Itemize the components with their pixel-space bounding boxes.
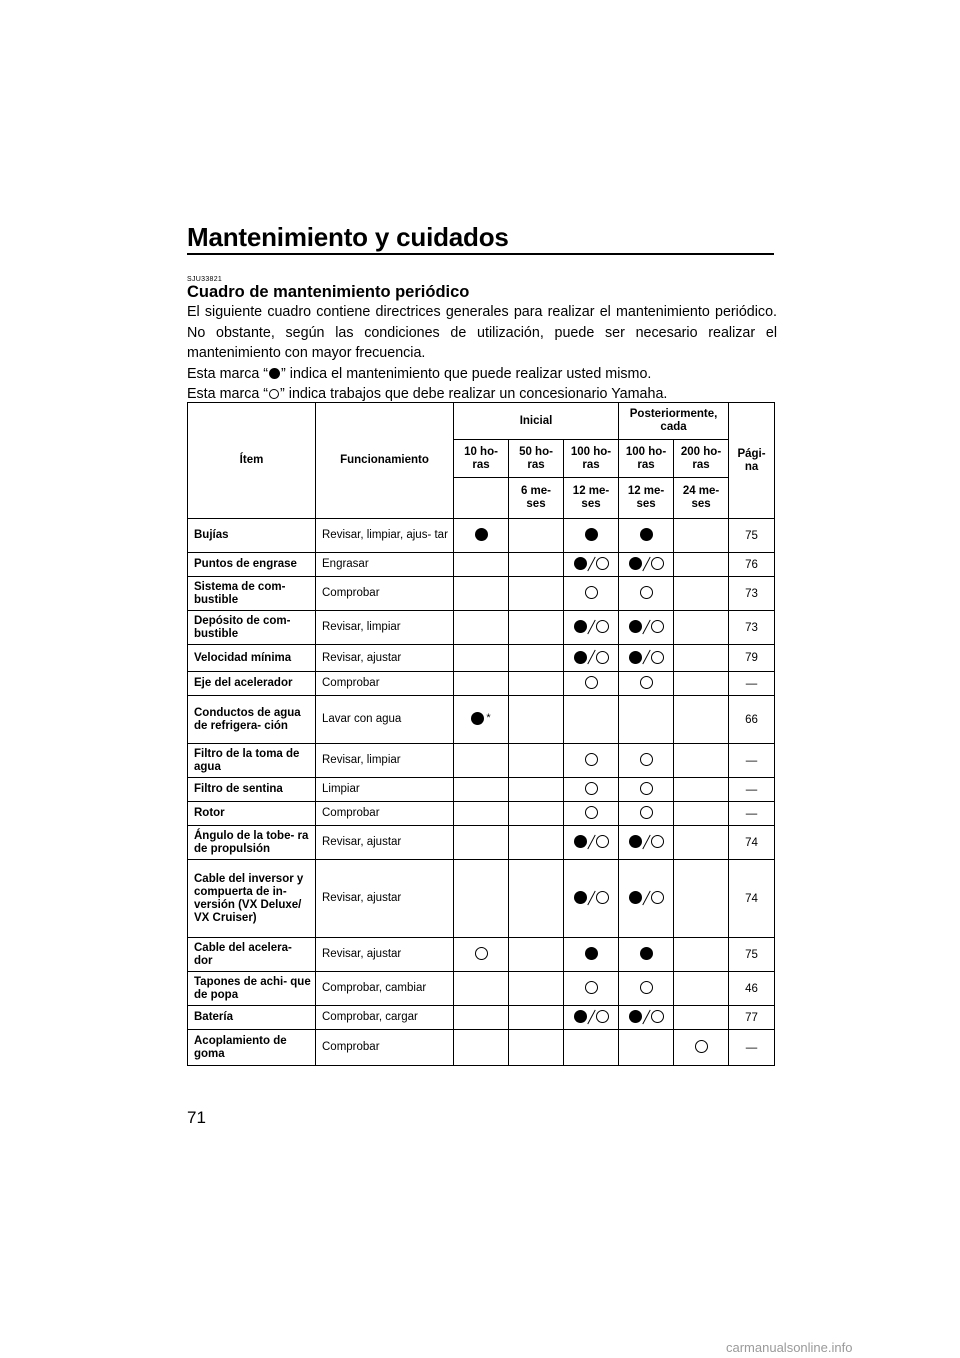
page-number: 71	[187, 1108, 206, 1127]
row-operation: Revisar, limpiar	[316, 744, 454, 778]
interval-cell	[674, 778, 729, 802]
row-page: 75	[729, 938, 775, 972]
interval-cell	[454, 802, 509, 826]
filled-circle-icon	[574, 557, 587, 570]
mark-symbol	[585, 947, 598, 960]
interval-cell	[454, 860, 509, 938]
row-page: 74	[729, 860, 775, 938]
row-page: 75	[729, 519, 775, 553]
filled-circle-icon	[629, 835, 642, 848]
row-item: Cable del inversor y compuerta de in- versión (VX Deluxe/ VX Cruiser)	[188, 860, 316, 938]
interval-cell	[674, 611, 729, 645]
interval-cell	[454, 972, 509, 1006]
interval-cell	[564, 826, 619, 860]
open-circle-icon	[585, 806, 598, 819]
open-circle-icon	[651, 620, 664, 633]
open-circle-icon	[651, 891, 664, 904]
header-months: 12 me- ses	[564, 478, 619, 519]
filled-circle-icon	[629, 557, 642, 570]
row-item: Filtro de la toma de agua	[188, 744, 316, 778]
table-row	[188, 611, 775, 645]
interval-cell	[509, 519, 564, 553]
row-item: Bujías	[188, 519, 316, 553]
mark-symbol	[629, 649, 664, 665]
row-item: Puntos de engrase	[188, 553, 316, 577]
row-operation: Comprobar	[316, 672, 454, 696]
open-circle-icon	[651, 835, 664, 848]
filled-circle-icon	[640, 947, 653, 960]
interval-cell	[674, 577, 729, 611]
row-operation: Revisar, ajustar	[316, 826, 454, 860]
mark-symbol	[640, 981, 653, 994]
mark-symbol	[574, 890, 609, 906]
row-operation: Comprobar, cargar	[316, 1006, 454, 1030]
interval-cell	[674, 553, 729, 577]
interval-cell	[509, 938, 564, 972]
filled-circle-icon	[574, 835, 587, 848]
mark-symbol	[640, 676, 653, 689]
interval-cell	[619, 645, 674, 672]
legend-open-post: ” indica trabajos que debe realizar un concesionario Yamaha.	[280, 386, 668, 402]
interval-cell	[674, 826, 729, 860]
interval-cell	[509, 645, 564, 672]
open-circle-icon	[651, 1010, 664, 1023]
interval-cell	[454, 553, 509, 577]
mark-symbol	[475, 947, 488, 960]
row-item: Tapones de achi- que de popa	[188, 972, 316, 1006]
interval-cell	[564, 1006, 619, 1030]
maintenance-table	[187, 402, 775, 1066]
open-circle-icon	[475, 947, 488, 960]
header-hours: 50 ho- ras	[509, 440, 564, 478]
filled-circle-icon	[574, 620, 587, 633]
row-item: Rotor	[188, 802, 316, 826]
table-row	[188, 744, 775, 778]
mark-symbol	[585, 753, 598, 766]
interval-cell	[454, 577, 509, 611]
legend-open-pre: Esta marca “	[187, 386, 269, 402]
header-rule	[187, 253, 774, 255]
mark-symbol	[475, 528, 488, 541]
mark-symbol	[585, 676, 598, 689]
row-page: 76	[729, 553, 775, 577]
open-circle-icon	[640, 586, 653, 599]
filled-circle-icon	[269, 368, 280, 379]
mark-symbol	[640, 947, 653, 960]
intro-paragraph: El siguiente cuadro contiene directrices generales para realizar el mantenimiento periódico. No obstante, según las condiciones de utilización, puede ser necesario realizar el mantenimiento con mayor frecuencia.	[187, 304, 777, 361]
row-page: 73	[729, 611, 775, 645]
slash-icon	[642, 650, 650, 665]
filled-circle-icon	[629, 1010, 642, 1023]
header-operation: Funcionamiento	[316, 403, 454, 519]
filled-circle-icon	[585, 528, 598, 541]
open-circle-icon	[596, 1010, 609, 1023]
interval-cell	[619, 519, 674, 553]
table-row	[188, 577, 775, 611]
open-circle-icon	[585, 981, 598, 994]
table-row	[188, 1030, 775, 1066]
mark-symbol	[629, 556, 664, 572]
mark-symbol	[585, 981, 598, 994]
mark-symbol	[574, 619, 609, 635]
interval-cell	[454, 611, 509, 645]
open-circle-icon	[640, 753, 653, 766]
table-row	[188, 696, 775, 744]
row-operation: Comprobar	[316, 1030, 454, 1066]
table-row	[188, 519, 775, 553]
open-circle-icon	[640, 981, 653, 994]
mark-symbol	[585, 586, 598, 599]
open-circle-icon	[596, 620, 609, 633]
open-circle-icon	[640, 806, 653, 819]
table-row	[188, 553, 775, 577]
row-operation: Revisar, limpiar, ajus- tar	[316, 519, 454, 553]
interval-cell	[674, 972, 729, 1006]
interval-cell	[454, 1006, 509, 1030]
slash-icon	[642, 556, 650, 571]
mark-symbol	[471, 712, 490, 725]
header-months: 12 me- ses	[619, 478, 674, 519]
mark-symbol	[574, 1009, 609, 1025]
interval-cell	[564, 802, 619, 826]
filled-circle-icon	[574, 891, 587, 904]
header-initial: Inicial	[454, 403, 619, 440]
interval-cell	[509, 860, 564, 938]
interval-cell	[619, 1006, 674, 1030]
interval-cell	[564, 553, 619, 577]
row-item: Filtro de sentina	[188, 778, 316, 802]
interval-cell	[509, 778, 564, 802]
table-row	[188, 1006, 775, 1030]
open-circle-icon	[269, 389, 279, 399]
slash-icon	[587, 619, 595, 634]
mark-symbol	[640, 753, 653, 766]
header-hours: 10 ho- ras	[454, 440, 509, 478]
open-circle-icon	[640, 782, 653, 795]
interval-cell	[564, 938, 619, 972]
mark-symbol	[640, 806, 653, 819]
table-row	[188, 826, 775, 860]
mark-symbol	[629, 619, 664, 635]
row-item: Cable del acelera- dor	[188, 938, 316, 972]
table-row	[188, 860, 775, 938]
header-months	[454, 478, 509, 519]
section-title: Cuadro de mantenimiento periódico	[187, 283, 470, 301]
filled-circle-icon	[574, 1010, 587, 1023]
open-circle-icon	[695, 1040, 708, 1053]
interval-cell	[454, 519, 509, 553]
header-thereafter: Posteriormente, cada	[619, 403, 729, 440]
row-item: Ángulo de la tobe- ra de propulsión	[188, 826, 316, 860]
open-circle-icon	[596, 651, 609, 664]
row-page: 74	[729, 826, 775, 860]
header-months: 24 me- ses	[674, 478, 729, 519]
interval-cell	[619, 744, 674, 778]
table-row	[188, 802, 775, 826]
table-row	[188, 972, 775, 1006]
filled-circle-icon	[629, 620, 642, 633]
header-page: Pági- na	[729, 403, 775, 519]
interval-cell	[619, 778, 674, 802]
table-row	[188, 672, 775, 696]
interval-cell	[619, 972, 674, 1006]
row-item: Eje del acelerador	[188, 672, 316, 696]
section-code: SJU33821	[187, 276, 223, 283]
interval-cell	[509, 611, 564, 645]
open-circle-icon	[585, 782, 598, 795]
interval-cell	[564, 519, 619, 553]
row-operation: Revisar, limpiar	[316, 611, 454, 645]
filled-circle-icon	[471, 712, 484, 725]
mark-symbol	[640, 782, 653, 795]
table-row	[188, 645, 775, 672]
open-circle-icon	[640, 676, 653, 689]
row-operation: Comprobar	[316, 577, 454, 611]
interval-cell	[454, 826, 509, 860]
interval-cell	[564, 778, 619, 802]
slash-icon	[642, 890, 650, 905]
table-row	[188, 938, 775, 972]
row-operation: Revisar, ajustar	[316, 938, 454, 972]
slash-icon	[587, 834, 595, 849]
row-page: —	[729, 1030, 775, 1066]
mark-symbol	[695, 1040, 708, 1053]
header-hours: 100 ho- ras	[564, 440, 619, 478]
interval-cell	[619, 611, 674, 645]
interval-cell	[619, 1030, 674, 1066]
interval-cell	[564, 696, 619, 744]
filled-circle-icon	[640, 528, 653, 541]
row-page: —	[729, 672, 775, 696]
row-operation: Comprobar, cambiar	[316, 972, 454, 1006]
slash-icon	[587, 556, 595, 571]
legend-filled-post: ” indica el mantenimiento que puede realizar usted mismo.	[281, 365, 652, 382]
header-months: 6 me- ses	[509, 478, 564, 519]
interval-cell	[674, 696, 729, 744]
filled-circle-icon	[585, 947, 598, 960]
interval-cell	[619, 802, 674, 826]
interval-cell	[619, 553, 674, 577]
interval-cell	[674, 938, 729, 972]
row-page: —	[729, 744, 775, 778]
asterisk-icon: *	[486, 712, 491, 724]
interval-cell	[454, 672, 509, 696]
interval-cell	[619, 696, 674, 744]
header-hours: 200 ho- ras	[674, 440, 729, 478]
interval-cell	[509, 802, 564, 826]
open-circle-icon	[585, 753, 598, 766]
row-item: Depósito de com- bustible	[188, 611, 316, 645]
interval-cell	[454, 778, 509, 802]
row-operation: Comprobar	[316, 802, 454, 826]
mark-symbol	[574, 556, 609, 572]
interval-cell	[509, 744, 564, 778]
open-circle-icon	[585, 586, 598, 599]
open-circle-icon	[651, 557, 664, 570]
interval-cell	[454, 744, 509, 778]
interval-cell	[509, 1006, 564, 1030]
slash-icon	[642, 1009, 650, 1024]
interval-cell	[454, 938, 509, 972]
page-header-title: Mantenimiento y cuidados	[187, 222, 509, 252]
interval-cell	[619, 860, 674, 938]
row-page: 66	[729, 696, 775, 744]
filled-circle-icon	[629, 891, 642, 904]
mark-symbol	[629, 1009, 664, 1025]
filled-circle-icon	[629, 651, 642, 664]
filled-circle-icon	[475, 528, 488, 541]
row-page: 46	[729, 972, 775, 1006]
interval-cell	[674, 645, 729, 672]
mark-symbol	[574, 649, 609, 665]
interval-cell	[509, 696, 564, 744]
mark-symbol	[629, 890, 664, 906]
row-item: Conductos de agua de refrigera- ción	[188, 696, 316, 744]
interval-cell	[674, 1006, 729, 1030]
interval-cell	[619, 938, 674, 972]
slash-icon	[587, 650, 595, 665]
interval-cell	[564, 577, 619, 611]
interval-cell	[564, 672, 619, 696]
interval-cell	[674, 860, 729, 938]
interval-cell	[564, 860, 619, 938]
slash-icon	[587, 890, 595, 905]
interval-cell	[454, 1030, 509, 1066]
row-item: Acoplamiento de goma	[188, 1030, 316, 1066]
row-operation: Engrasar	[316, 553, 454, 577]
mark-symbol	[629, 834, 664, 850]
interval-cell	[674, 1030, 729, 1066]
open-circle-icon	[596, 891, 609, 904]
row-item: Batería	[188, 1006, 316, 1030]
interval-cell	[619, 577, 674, 611]
interval-cell	[674, 519, 729, 553]
open-circle-icon	[596, 557, 609, 570]
open-circle-icon	[651, 651, 664, 664]
intro-text	[187, 302, 777, 405]
interval-cell	[509, 826, 564, 860]
row-operation: Lavar con agua	[316, 696, 454, 744]
interval-cell	[454, 696, 509, 744]
slash-icon	[642, 834, 650, 849]
interval-cell	[509, 672, 564, 696]
mark-symbol	[640, 586, 653, 599]
interval-cell	[509, 972, 564, 1006]
mark-symbol	[585, 782, 598, 795]
interval-cell	[564, 645, 619, 672]
legend-filled-pre: Esta marca “	[187, 365, 269, 382]
mark-symbol	[574, 834, 609, 850]
open-circle-icon	[585, 676, 598, 689]
mark-symbol	[585, 806, 598, 819]
filled-circle-icon	[574, 651, 587, 664]
watermark: carmanualsonline.info	[726, 1340, 853, 1355]
interval-cell	[564, 1030, 619, 1066]
row-page: —	[729, 778, 775, 802]
row-item: Sistema de com- bustible	[188, 577, 316, 611]
interval-cell	[509, 577, 564, 611]
row-item: Velocidad mínima	[188, 645, 316, 672]
legend-filled	[187, 364, 777, 385]
table-row	[188, 778, 775, 802]
interval-cell	[564, 744, 619, 778]
interval-cell	[509, 553, 564, 577]
row-page: 73	[729, 577, 775, 611]
interval-cell	[509, 1030, 564, 1066]
interval-cell	[454, 645, 509, 672]
interval-cell	[674, 672, 729, 696]
row-operation: Revisar, ajustar	[316, 645, 454, 672]
interval-cell	[619, 672, 674, 696]
interval-cell	[674, 802, 729, 826]
row-page: —	[729, 802, 775, 826]
slash-icon	[642, 619, 650, 634]
row-operation: Revisar, ajustar	[316, 860, 454, 938]
slash-icon	[587, 1009, 595, 1024]
row-page: 79	[729, 645, 775, 672]
interval-cell	[564, 611, 619, 645]
interval-cell	[619, 826, 674, 860]
header-hours: 100 ho- ras	[619, 440, 674, 478]
row-page: 77	[729, 1006, 775, 1030]
interval-cell	[564, 972, 619, 1006]
interval-cell	[674, 744, 729, 778]
row-operation: Limpiar	[316, 778, 454, 802]
open-circle-icon	[596, 835, 609, 848]
mark-symbol	[640, 528, 653, 541]
mark-symbol	[585, 528, 598, 541]
header-item: Ítem	[188, 403, 316, 519]
